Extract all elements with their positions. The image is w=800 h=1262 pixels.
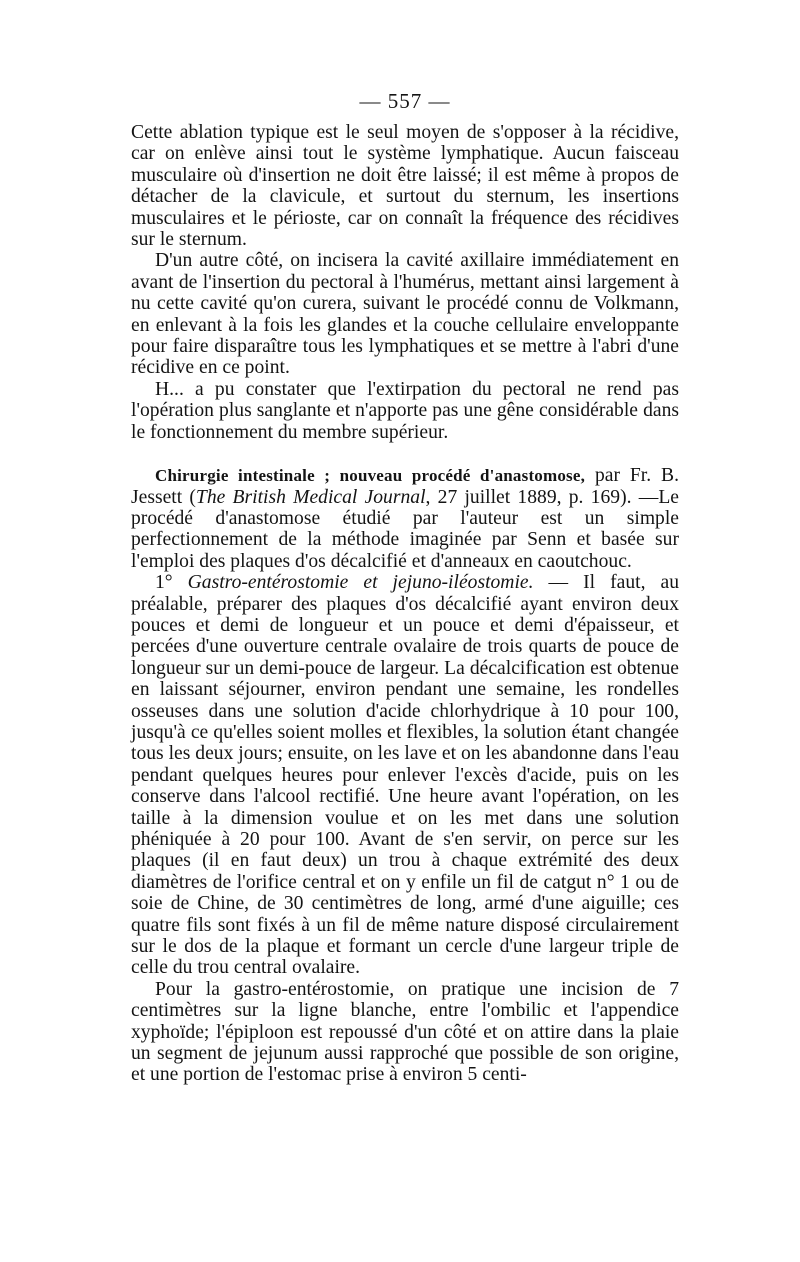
paragraph-procedure: Pour la gastro-entérostomie, on pratique une incision de 7 centimètres sur la ligne blanche, entre l'ombilic et l'appendice xyphoïde; l'épiploon est repoussé d'un côté et on attire dans la plaie un segment de jejunum aussi rapproché que possible de son origine, et une portion de l'estomac prise à environ 5 centi- — [131, 978, 679, 1086]
section-intro — [131, 465, 679, 572]
page-number: — 557 — — [359, 89, 451, 113]
subsection-number: 1° — [155, 572, 188, 594]
subsection-title: Gastro-entérostomie et jejuno-iléostomie. — [187, 572, 534, 594]
journal-title: The British Medical Journal — [195, 486, 426, 508]
paragraph-pectoral-extirpation: H... a pu constater que l'extirpation du pectoral ne rend pas l'opération plus sanglante et n'apporte pas une gêne considérable dans le fonctionnement du membre supérieur. — [131, 378, 679, 443]
section-intestinal-surgery — [131, 465, 679, 1086]
subsection-text: — Il faut, au préalable, préparer des plaques d'os décalcifié ayant environ deux pouces et demi de longueur et un pouce et demi d'épaisseur, et percées d'une ouverture centrale ovalaire de trois quarts de pouce de longueur sur un demi-pouce de largeur. La décalcification est obtenue en laissant séjourner, environ pendant une semaine, les rondelles osseuses dans une solution d'acide chlorhydrique à 10 pour 100, jusqu'à ce qu'elles soient molles et flexibles, la solution étant changée tous les deux jours; ensuite, on les lave et on les abandonne dans l'eau pendant quelques heures pour enlever l'excès d'acide, puis on les conserve dans l'alcool rectifié. Une heure avant l'opération, on les taille à la dimension voulue et on les met dans une solution phéniquée à 20 pour 100. Avant de s'en servir, on perce sur les plaques (il en faut deux) un trou à chaque extrémité des deux diamètres de l'orifice central et on y enfile un fil de catgut n° 1 ou de soie de Chine, de 30 centimètres de long, armé d'une aiguille; ces quatre fils sont fixés à un fil de même nature disposé circulairement sur le dos de la plaque et formant un cercle d'une largeur triple de celle du trou central ovalaire. — [131, 572, 680, 979]
paragraph-axillary-cavity: D'un autre côté, on incisera la cavité axillaire immédiatement en avant de l'insertion du pectoral à l'humérus, mettant ainsi largement à nu cette cavité qu'on curera, suivant le procédé connu de Volkmann, en enlevant à la fois les glandes et la couche cellulaire enveloppante pour faire disparaître tous les lymphatiques et se mettre à l'abri d'une récidive en ce point. — [131, 250, 679, 379]
book-page — [131, 88, 679, 1086]
paragraph-ablation: Cette ablation typique est le seul moyen de s'opposer à la récidive, car on enlève ainsi tout le système lymphatique. Aucun faisceau musculaire où d'insertion ne doit être laissé; il est même à propos de détacher de la clavicule, et surtout du sternum, les insertions musculaires et le périoste, car on connaît la fréquence des récidives sur le sternum. — [131, 122, 679, 251]
section-citation: , 27 juillet 1889, p. 169). —Le procédé d'anastomose étudié par l'auteur est un simple perfectionnement de la méthode imaginée par Senn et basée sur l'emploi des plaques d'os décalcifié et d'anneaux en caoutchouc. — [131, 486, 679, 572]
section-author: par Fr. B. Jessett ( — [131, 465, 680, 508]
subsection-gastro-enterostomy — [131, 572, 679, 979]
section-heading: Chirurgie intestinale ; nouveau procédé d'anastomose, — [155, 466, 586, 486]
